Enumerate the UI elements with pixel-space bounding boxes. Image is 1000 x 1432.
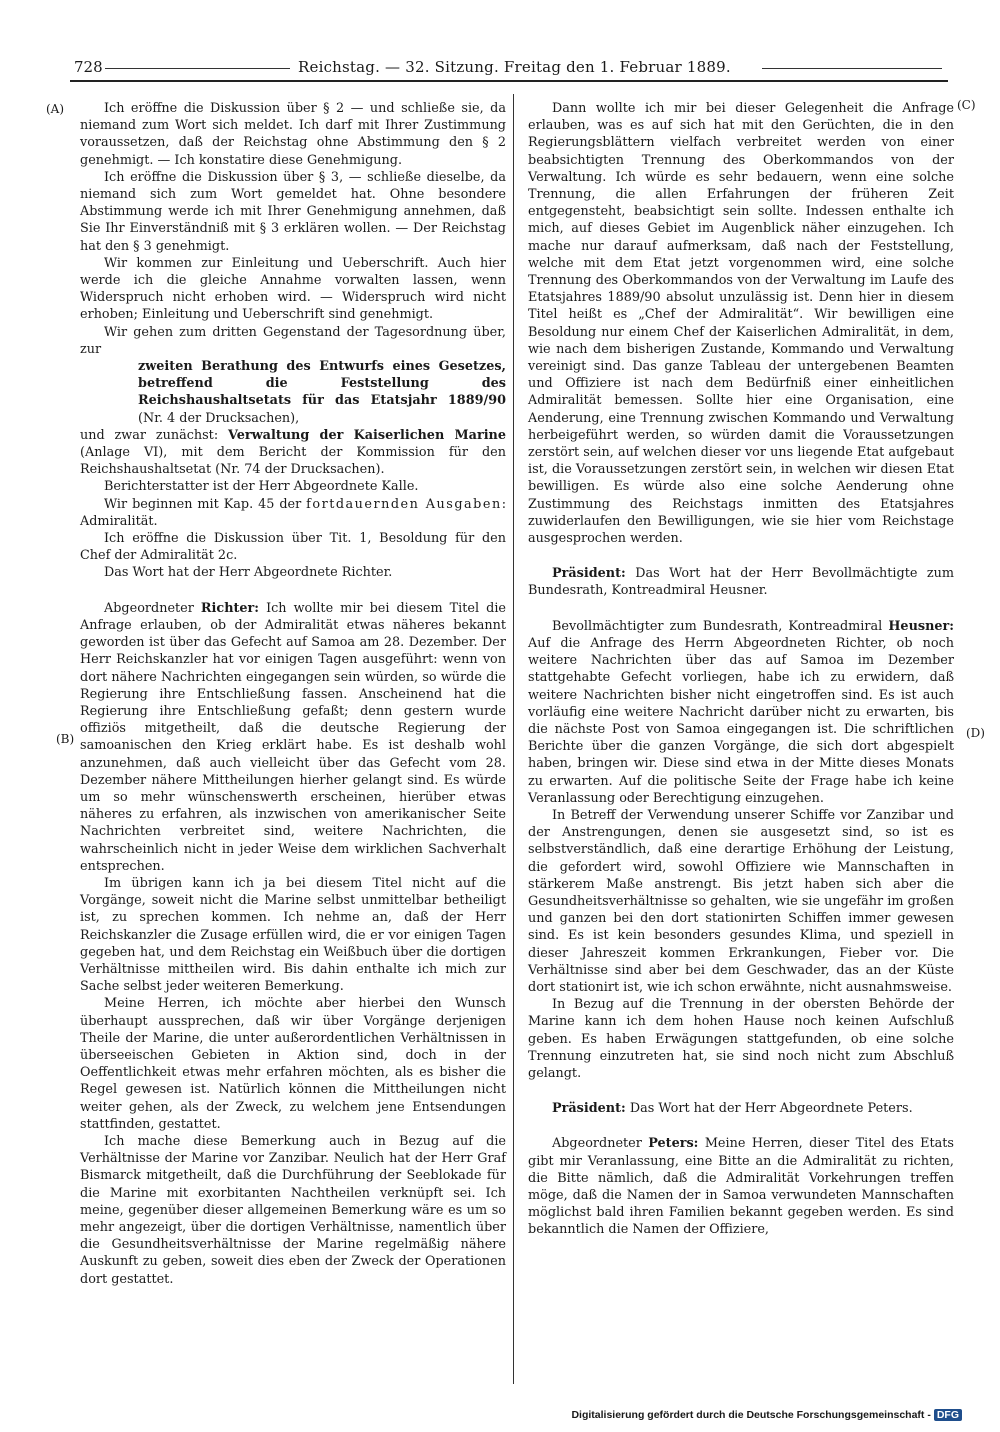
speaker-role: Abgeordneter	[104, 600, 194, 616]
agenda-topic-note: (Nr. 4 der Drucksachen),	[138, 410, 300, 426]
agenda-topic	[138, 358, 506, 427]
page-number: 728	[74, 58, 103, 76]
left-column	[80, 100, 506, 1288]
dfg-logo: DFG	[934, 1409, 962, 1421]
speaker-name: Richter:	[200, 600, 260, 616]
right-paragraph-5: In Bezug auf die Trennung in der obersten Behörde der Marine kann ich dem hohen Hause noch keinen Aufschluß geben. Es haben Erwägungen stattgefunden, ob eine solche Trennung einzutreten hat, sie sind noch nicht zum Abschluß gelangt.	[528, 997, 954, 1081]
speaker-name: Heusner:	[888, 618, 954, 634]
footer-credit	[571, 1409, 962, 1421]
paragraph-lead: Wir beginnen mit Kap. 45 der	[104, 496, 302, 512]
margin-mark-a: (A)	[46, 102, 65, 116]
footer-text: Digitalisierung gefördert durch die Deutsche Forschungsgemeinschaft -	[571, 1409, 931, 1421]
running-head: Reichstag. — 32. Sitzung. Freitag den 1. Februar 1889.	[298, 58, 731, 76]
left-paragraph-13: Ich mache diese Bemerkung auch in Bezug auf die Verhältnisse der Marine vor Zanzibar. Neulich hat der Herr Graf Bismarck mitgetheilt, daß die Durchführung der Seeblokade für die Marine mit exorbitanten Nachtheilen verknüpft sei. Ich meine, gegenüber dieser allgemeinen Bemerkung wäre es um so mehr angezeigt, über die dortigen Verhältnisse, namentlich über die Gesundheitsverhältnisse der Marine regelmäßig nähere Auskunft zu geben, soweit dies eben der Zweck der Operationen dort gestattet.	[80, 1133, 506, 1287]
agenda-topic-title: zweiten Berathung des Entwurfs eines Gesetzes, betreffend die Feststellung des Reichshaushaltsetats für das Etatsjahr 1889/90	[138, 359, 506, 409]
margin-mark-b: (B)	[56, 732, 75, 746]
margin-mark-c: (C)	[957, 98, 976, 112]
paragraph-text: (Anlage VI), mit dem Bericht der Kommission für den Reichshaushaltsetat (Nr. 74 der Drucksachen).	[80, 445, 506, 478]
right-paragraph-1: Dann wollte ich mir bei dieser Gelegenheit die Anfrage erlauben, was es auf sich hat mit den Gerüchten, die in den Regierungsblättern vielfach verbreitet werden von einer beabsichtigten Trennung des Oberkommandos von der Verwaltung. Ich würde es sehr bedauern, wenn eine solche Trennung, die allen Erfahrungen der früheren Zeit entgegensteht, beabsichtigt sein sollte. Indessen enthalte ich mich, auf dieses Gebiet im Augenblick näher einzugehen. Ich mache nur darauf aufmerksam, daß nach der Feststellung, welche mit dem Etat jetzt vorgenommen wird, eine solche Trennung des Oberkommandos von der Verwaltung im Laufe des Etatsjahres 1889/90 absolut unzulässig ist. Denn hier in diesem Titel heißt es „Chef der Admiralität“. Wir bewilligen eine Besoldung nur einem Chef der Kaiserlichen Admiralität, in dem, wie nach dem bisherigen Zustande, Kommando und Verwaltung vereinigt sind. Das ganze Tableau der untergebenen Beamten und Offiziere ist nach dem Bedürfniß einer einheitlichen Admiralität bemessen. Sollte hier eine Organisation, eine Aenderung, eine Trennung zwischen Kommando und Verwaltung herbeigeführt werden, so würden damit die Voraussetzungen zerstört sein, auf welchen dieser vor uns liegende Etat aufgebaut ist, die Voraussetzungen zerstört sein, in welchen wir diesen Etat bewilligen. Es würde also eine solche Aenderung ohne Zustimmung des Reichstags inmitten des Etatsjahres zuwiderlaufen den Bewilligungen, wie sie hier vom Reichstage ausgesprochen werden.	[528, 101, 954, 547]
speech-text: Das Wort hat der Herr Abgeordnete Peters.	[629, 1101, 913, 1117]
left-paragraph-7	[80, 496, 506, 530]
speech-text: Auf die Anfrage des Herrn Abgeordneten Richter, ob noch weitere Nachrichten über das auf Samoa im Dezember stattgehabte Gefecht vorliegen, habe ich zu erwidern, daß weitere Nachrichten bisher nicht eingetroffen sind. Es ist auch vorläufig eine weitere Nachricht darüber nicht zu erwarten, bis die nächste Post von Samoa eingegangen ist. Die schriftlichen Berichte über die ganzen Vorgänge, die sich dort abgespielt haben, bringen wir. Diese sind etwa in der Mitte dieses Monats zu erwarten. Auf die politische Seite der Frage habe ich keine Veranlassung oder Berechtigung einzugehen.	[528, 635, 954, 806]
marine-topic: Verwaltung der Kaiserlichen Marine	[228, 427, 507, 443]
spaced-term: fortdauernden Ausgaben	[306, 496, 502, 512]
speaker-role: Abgeordneter	[552, 1136, 642, 1152]
left-paragraph-9: Das Wort hat der Herr Abgeordnete Richter.	[104, 565, 393, 581]
right-column	[528, 100, 954, 1239]
speech-richter	[80, 600, 506, 875]
left-paragraph-11: Im übrigen kann ich ja bei diesem Titel nicht auf die Vorgänge, soweit nicht die Marine selbst unmittelbar betheiligt ist, zu sprechen kommen. Ich nehme an, daß der Herr Reichskanzler die Zusage erfüllen wird, die er vor einigen Tagen gegeben hat, und dem Reichstag ein Weißbuch über die dortigen Verhältnisse mittheilen wird. Bis dahin enthalte ich mich zur Sache selbst jeder weiteren Bemerkung.	[80, 875, 506, 995]
speech-heusner	[528, 618, 954, 807]
left-paragraph-6: Berichterstatter ist der Herr Abgeordnete Kalle.	[104, 479, 419, 495]
left-paragraph-2: Ich eröffne die Diskussion über § 3, — schließe dieselbe, da niemand sich zum Wort gemeldet hat. Ohne besondere Abstimmung werde ich mit Ihrer Genehmigung annehmen, daß Sie Ihr Einverständniß mit § 3 erklären wollen. — Der Reichstag hat den § 3 genehmigt.	[80, 169, 506, 254]
margin-mark-d: (D)	[966, 726, 985, 740]
left-paragraph-4: Wir gehen zum dritten Gegenstand der Tagesordnung über, zur	[80, 324, 506, 357]
speaker-role: Bevollmächtigter zum Bundesrath, Kontreadmiral	[552, 618, 883, 634]
left-paragraph-3: Wir kommen zur Einleitung und Ueberschrift. Auch hier werde ich die gleiche Annahme vorwalten lassen, wenn Widerspruch nicht erhoben wird. — Widerspruch wird nicht erhoben; Einleitung und Ueberschrift sind genehmigt.	[80, 255, 506, 323]
speaker-name: Präsident:	[552, 566, 626, 582]
right-paragraph-4: In Betreff der Verwendung unserer Schiffe vor Zanzibar und der Anstrengungen, denen sie ausgesetzt sind, so ist es selbstverständlich, daß eine derartige Erhöhung der Leistung, die gefordert wird, sowohl Offiziere wie Mannschaften in stärkerem Maße anstrengt. Bis jetzt haben sich aber die Gesundheitsverhältnisse so gehalten, wie sie ungefähr im großen und ganzen bei den dort stationirten Schiffen immer gewesen sind. Es ist kein besonders gesundes Klima, und speziell in dieser Jahreszeit kommen Erkrankungen, Fieber vor. Die Verhältnisse sind aber bei dem Geschwader, das an der Küste dort stationirt ist, wie ich schon erwähnte, nicht ausnahmsweise.	[528, 807, 954, 995]
speech-peters	[528, 1135, 954, 1238]
header-bar	[70, 80, 948, 82]
speech-text: Meine Herren, dieser Titel des Etats gibt mir Veranlassung, eine Bitte an die Admiralität zu richten, die Bitte nämlich, daß die Admiralität Vorkehrungen treffen möge, daß die Namen der in Samoa verwundeten Mannschaften möglichst bald ihren Familien bekannt gegeben werden. Es sind bekanntlich die Namen der Offiziere,	[528, 1136, 954, 1238]
left-paragraph-1: Ich eröffne die Diskussion über § 2 — und schließe sie, da niemand zum Wort sich meldet. Ich darf mit Ihrer Zustimmung voraussetzen, daß der Reichstag ohne Abstimmung den § 2 genehmigt. — Ich konstatire diese Genehmigung.	[80, 101, 506, 168]
speaker-name: Präsident:	[552, 1101, 626, 1117]
speech-text: Das Wort hat der Herr Bevollmächtigte zum Bundesrath, Kontreadmiral Heusner.	[528, 566, 954, 599]
speech-praesident-2	[528, 1100, 954, 1117]
head-rule-right	[762, 68, 942, 69]
left-paragraph-8: Ich eröffne die Diskussion über Tit. 1, Besoldung für den Chef der Admiralität 2c.	[80, 531, 506, 564]
left-paragraph-12: Meine Herren, ich möchte aber hierbei den Wunsch überhaupt aussprechen, daß wir über Vorgänge derjenigen Theile der Marine, die unter außerordentlichen Verhältnissen in überseeischen Gebieten in Aktion sind, doch in der Oeffentlichkeit etwas mehr erfahren möchten, als es bisher die Regel gewesen ist. Natürlich können die Mittheilungen nicht weiter gehen, als der Zweck, zu welchem jene Entsendungen stattfinden, gestattet.	[80, 996, 506, 1132]
speaker-name: Peters:	[648, 1136, 699, 1152]
speech-text: Ich wollte mir bei diesem Titel die Anfrage erlauben, ob der Admiralität etwas näheres bekannt geworden ist über das Gefecht auf Samoa am 28. Dezember. Der Herr Reichskanzler hat vor einigen Tagen ausgeführt: wenn von dort nähere Nachrichten eingegangen sein würden, so würde die Regierung ihre Entschließung fassen. Anscheinend hat die Regierung ihre Entschließung gefaßt; denn gestern wurde offiziös mitgetheilt, daß die deutsche Regierung der samoanischen den Krieg erklärt habe. Es ist deshalb wohl anzunehmen, daß auch vielleicht über das Gefecht vom 28. Dezember nähere Mittheilungen hierher gelangt sind. Es würde um so mehr wünschenswerth erscheinen, hierüber etwas näheres zu erfahren, als inzwischen von amerikanischer Seite Nachrichten verbreitet sind, weitere Nachrichten, die wahrscheinlich nicht in jeder Weise dem wirklichen Sachverhalt entsprechen.	[80, 600, 506, 874]
paragraph-lead: und zwar zunächst:	[80, 427, 219, 443]
column-divider	[513, 94, 514, 1384]
speech-praesident-1	[528, 565, 954, 599]
left-paragraph-5	[80, 427, 506, 479]
head-rule-left	[105, 68, 290, 69]
paragraph-text: : Admiralität.	[80, 496, 506, 529]
